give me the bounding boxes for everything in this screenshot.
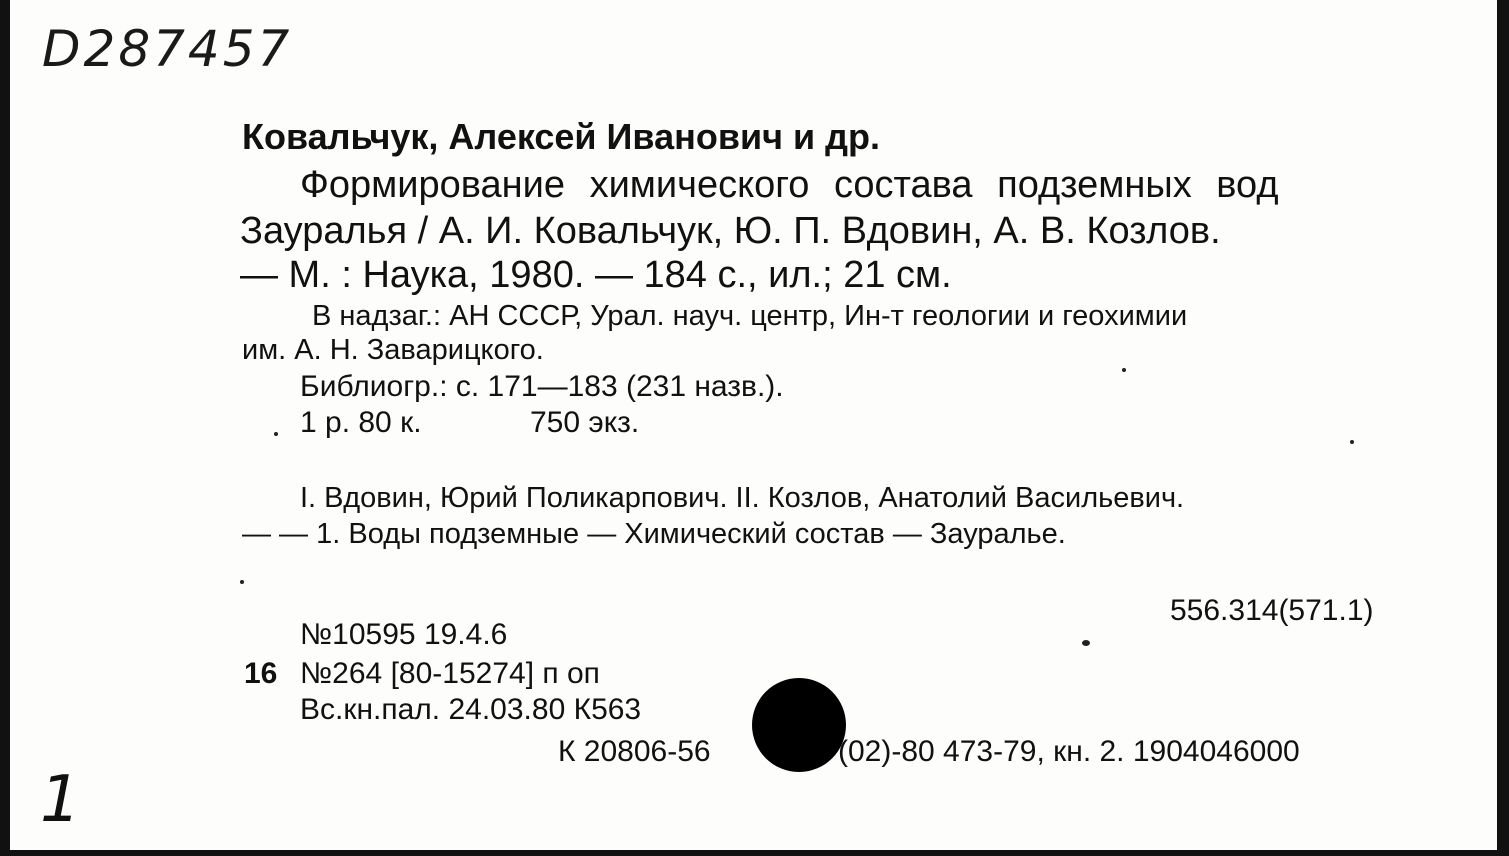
nadzag-line-2: им. А. Н. Заварицкого. bbox=[242, 334, 544, 366]
subjects-line-1: I. Вдовин, Юрий Поликарпович. II. Козлов, Анатолий Васильевич. bbox=[300, 482, 1185, 514]
price: 1 р. 80 к. bbox=[300, 406, 422, 439]
speck bbox=[274, 432, 278, 436]
author-heading: Ковальчук, Алексей Иванович и др. bbox=[242, 116, 880, 157]
book-chamber-line: Вс.кн.пал. 24.03.80 К563 bbox=[300, 693, 642, 726]
bibliography-note: Библиогр.: с. 171—183 (231 назв.). bbox=[300, 370, 784, 403]
title-line-3: — М. : Наука, 1980. — 184 с., ил.; 21 см. bbox=[240, 254, 952, 296]
order-line: №264 [80-15274] п оп bbox=[300, 657, 600, 690]
title-line-2: Зауралья / А. И. Ковальчук, Ю. П. Вдовин, А. В. Козлов. bbox=[240, 210, 1221, 252]
subjects-line-2: — — 1. Воды подземные — Химический состав — Зауралье. bbox=[242, 518, 1066, 550]
speck bbox=[1082, 640, 1090, 646]
title-line-1: Формирование химического состава подземных вод bbox=[300, 164, 1279, 206]
record-number: №10595 19.4.6 bbox=[300, 618, 508, 651]
udc-index: 556.314(571.1) bbox=[1170, 594, 1374, 627]
handwritten-id: D287457 bbox=[42, 20, 293, 78]
speck bbox=[1122, 368, 1126, 372]
punch-hole bbox=[752, 678, 846, 772]
nadzag-line-1: В надзаг.: АН СССР, Урал. науч. центр, Ин-т геологии и геохимии bbox=[312, 300, 1188, 332]
handwritten-mark: 1 bbox=[40, 763, 84, 837]
copies-count: 750 экз. bbox=[530, 406, 640, 439]
speck bbox=[1350, 440, 1354, 444]
code-right: (02)-80 473-79, кн. 2. 1904046000 bbox=[838, 735, 1300, 768]
code-left: К 20806-56 bbox=[558, 735, 711, 768]
speck bbox=[240, 580, 244, 584]
sheet-prefix: 16 bbox=[244, 657, 278, 690]
